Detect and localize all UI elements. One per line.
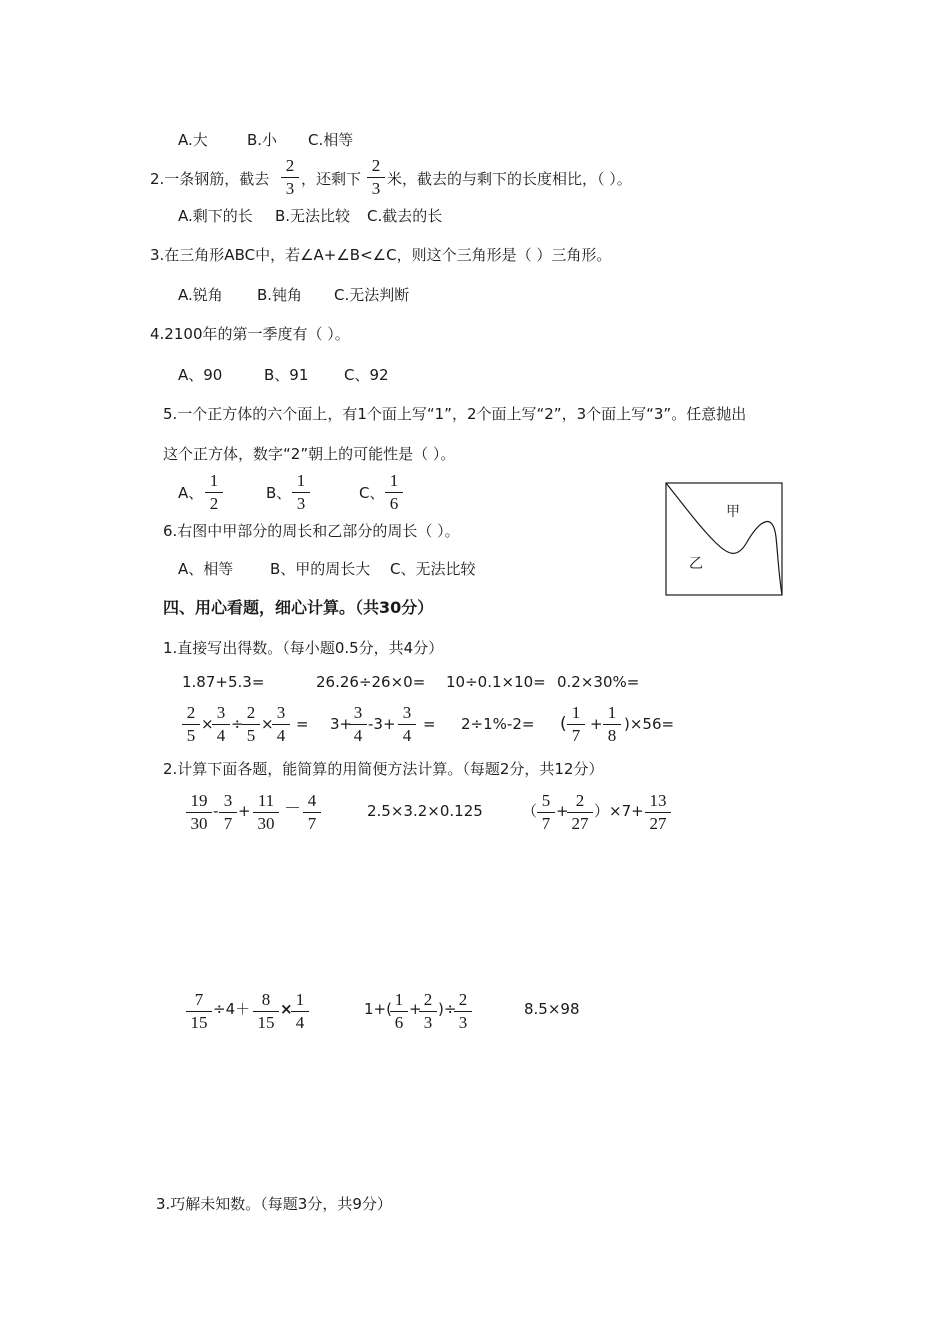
q4-option-b: B、91 [264,366,309,384]
simplify-e3-op: + [556,802,569,820]
simplify-e2: 2.5×3.2×0.125 [367,802,483,820]
q4-option-a: A、90 [178,366,223,384]
q2-fraction-1: 2 3 [281,157,299,197]
q6-option-a: A、相等 [178,560,234,578]
simplify-e3-fraction-2: 2 27 [567,792,593,832]
calc-e2-pre: 3+ [330,715,353,733]
calc-e1-fraction-2: 3 4 [212,704,230,744]
q5-option-c: C、 [359,484,385,502]
calc-e2-fraction-1: 3 4 [349,704,367,744]
q3-option-c: C.无法判断 [334,286,410,304]
s4-q2-title: 2.计算下面各题，能简算的用简便方法计算。（每题2分，共12分） [163,760,604,778]
q2-option-b: B.无法比较 [275,207,351,225]
label-yi: 乙 [689,556,703,572]
calc-e1-op-1: × [201,715,214,733]
label-jia: 甲 [726,504,740,520]
calc-e2-equals: = [423,715,436,733]
q5-option-a-fraction: 1 2 [205,472,223,512]
simplify-e3-mid: ）×7+ [594,802,644,820]
simplify-e1-fraction-3: 11 30 [253,792,279,832]
simplify-e5-pre: 1+( [364,1000,392,1018]
q6-option-b: B、甲的周长大 [270,560,371,578]
q1-option-b: B.小 [247,131,278,149]
direct-calc-1: 1.87+5.3= [182,673,265,691]
perimeter-figure [665,482,784,600]
simplify-e5-op: + [409,1000,422,1018]
q2-text-pre: 2.一条钢筋，截去 [150,170,270,188]
calc-e1-equals: = [296,715,309,733]
calc-e4-fraction-1: 1 7 [567,704,585,744]
q5-option-b-fraction: 1 3 [292,472,310,512]
q3-option-b: B.钝角 [257,286,303,304]
q2-text-post: 米，截去的与剩下的长度相比，（ ）。 [387,170,632,188]
calc-e2-mid: -3+ [368,715,396,733]
direct-calc-4: 0.2×30%= [557,673,640,691]
q5-option-a: A、 [178,484,204,502]
q2-text-mid: ，还剩下 [301,170,362,188]
q5-option-c-fraction: 1 6 [385,472,403,512]
simplify-e3-fraction-1: 5 7 [537,792,555,832]
q1-option-c: C.相等 [308,131,354,149]
q3-option-a: A.锐角 [178,286,223,304]
calc-e1-fraction-1: 2 5 [182,704,200,744]
direct-calc-2: 26.26÷26×0= [316,673,426,691]
simplify-e4-op-2: × [280,1000,293,1018]
q2-option-a: A.剩下的长 [178,207,253,225]
simplify-e5-fraction-3: 2 3 [454,991,472,1031]
simplify-e4-op-1: ÷4＋ [213,1000,251,1018]
calc-e4-fraction-2: 1 8 [603,704,621,744]
simplify-e1-op-3: － [284,799,301,819]
simplify-e3-fraction-3: 13 27 [645,792,671,832]
q3-text: 3.在三角形ABC中，若∠A+∠B<∠C，则这个三角形是（ ）三角形。 [150,246,612,264]
simplify-e6: 8.5×98 [524,1000,580,1018]
simplify-e1-fraction-2: 3 7 [219,792,237,832]
calc-e4-post: )×56= [624,715,675,733]
simplify-e3-lparen: （ [522,802,538,820]
q5-option-b: B、 [266,484,292,502]
simplify-e5-fraction-1: 1 6 [390,991,408,1031]
simplify-e5-mid: )÷ [438,1000,457,1018]
square-with-curve-diagram [665,482,784,597]
calc-e4-op: + [590,715,603,733]
q2-fraction-2: 2 3 [367,157,385,197]
calc-e2-fraction-2: 3 4 [398,704,416,744]
q4-text: 4.2100年的第一季度有（ ）。 [150,325,350,343]
calc-e4-lparen: ( [560,714,567,734]
simplify-e4-fraction-2: 8 15 [253,991,279,1031]
simplify-e1-fraction-1: 19 30 [186,792,212,832]
calc-e1-op-2: ÷ [231,715,244,733]
q2-option-c: C.截去的长 [367,207,443,225]
simplify-e1-fraction-4: 4 7 [303,792,321,832]
simplify-e4-fraction-1: 7 15 [186,991,212,1031]
section-four-title: 四、用心看题，细心计算。（共30分） [163,598,434,617]
direct-calc-3: 10÷0.1×10= [446,673,546,691]
s4-q1-title: 1.直接写出得数。（每小题0.5分，共4分） [163,639,444,657]
q5-line-2: 这个正方体，数字“2”朝上的可能性是（ ）。 [163,445,456,463]
calc-e1-fraction-4: 3 4 [272,704,290,744]
calc-e3: 2÷1%-2= [461,715,535,733]
simplify-e4-fraction-3: 1 4 [291,991,309,1031]
calc-e1-fraction-3: 2 5 [242,704,260,744]
q5-line-1: 5.一个正方体的六个面上，有1个面上写“1”，2个面上写“2”，3个面上写“3”。任意抛出 [163,405,747,423]
simplify-e5-fraction-2: 2 3 [419,991,437,1031]
q4-option-c: C、92 [344,366,389,384]
s4-q3-title: 3.巧解未知数。（每题3分，共9分） [156,1195,392,1213]
q6-option-c: C、无法比较 [390,560,476,578]
q6-text: 6.右图中甲部分的周长和乙部分的周长（ ）。 [163,522,460,540]
simplify-e1-op-2: + [238,802,251,820]
q1-option-a: A.大 [178,131,208,149]
calc-e1-op-3: × [261,715,274,733]
simplify-e1-op-1: - [213,802,219,820]
